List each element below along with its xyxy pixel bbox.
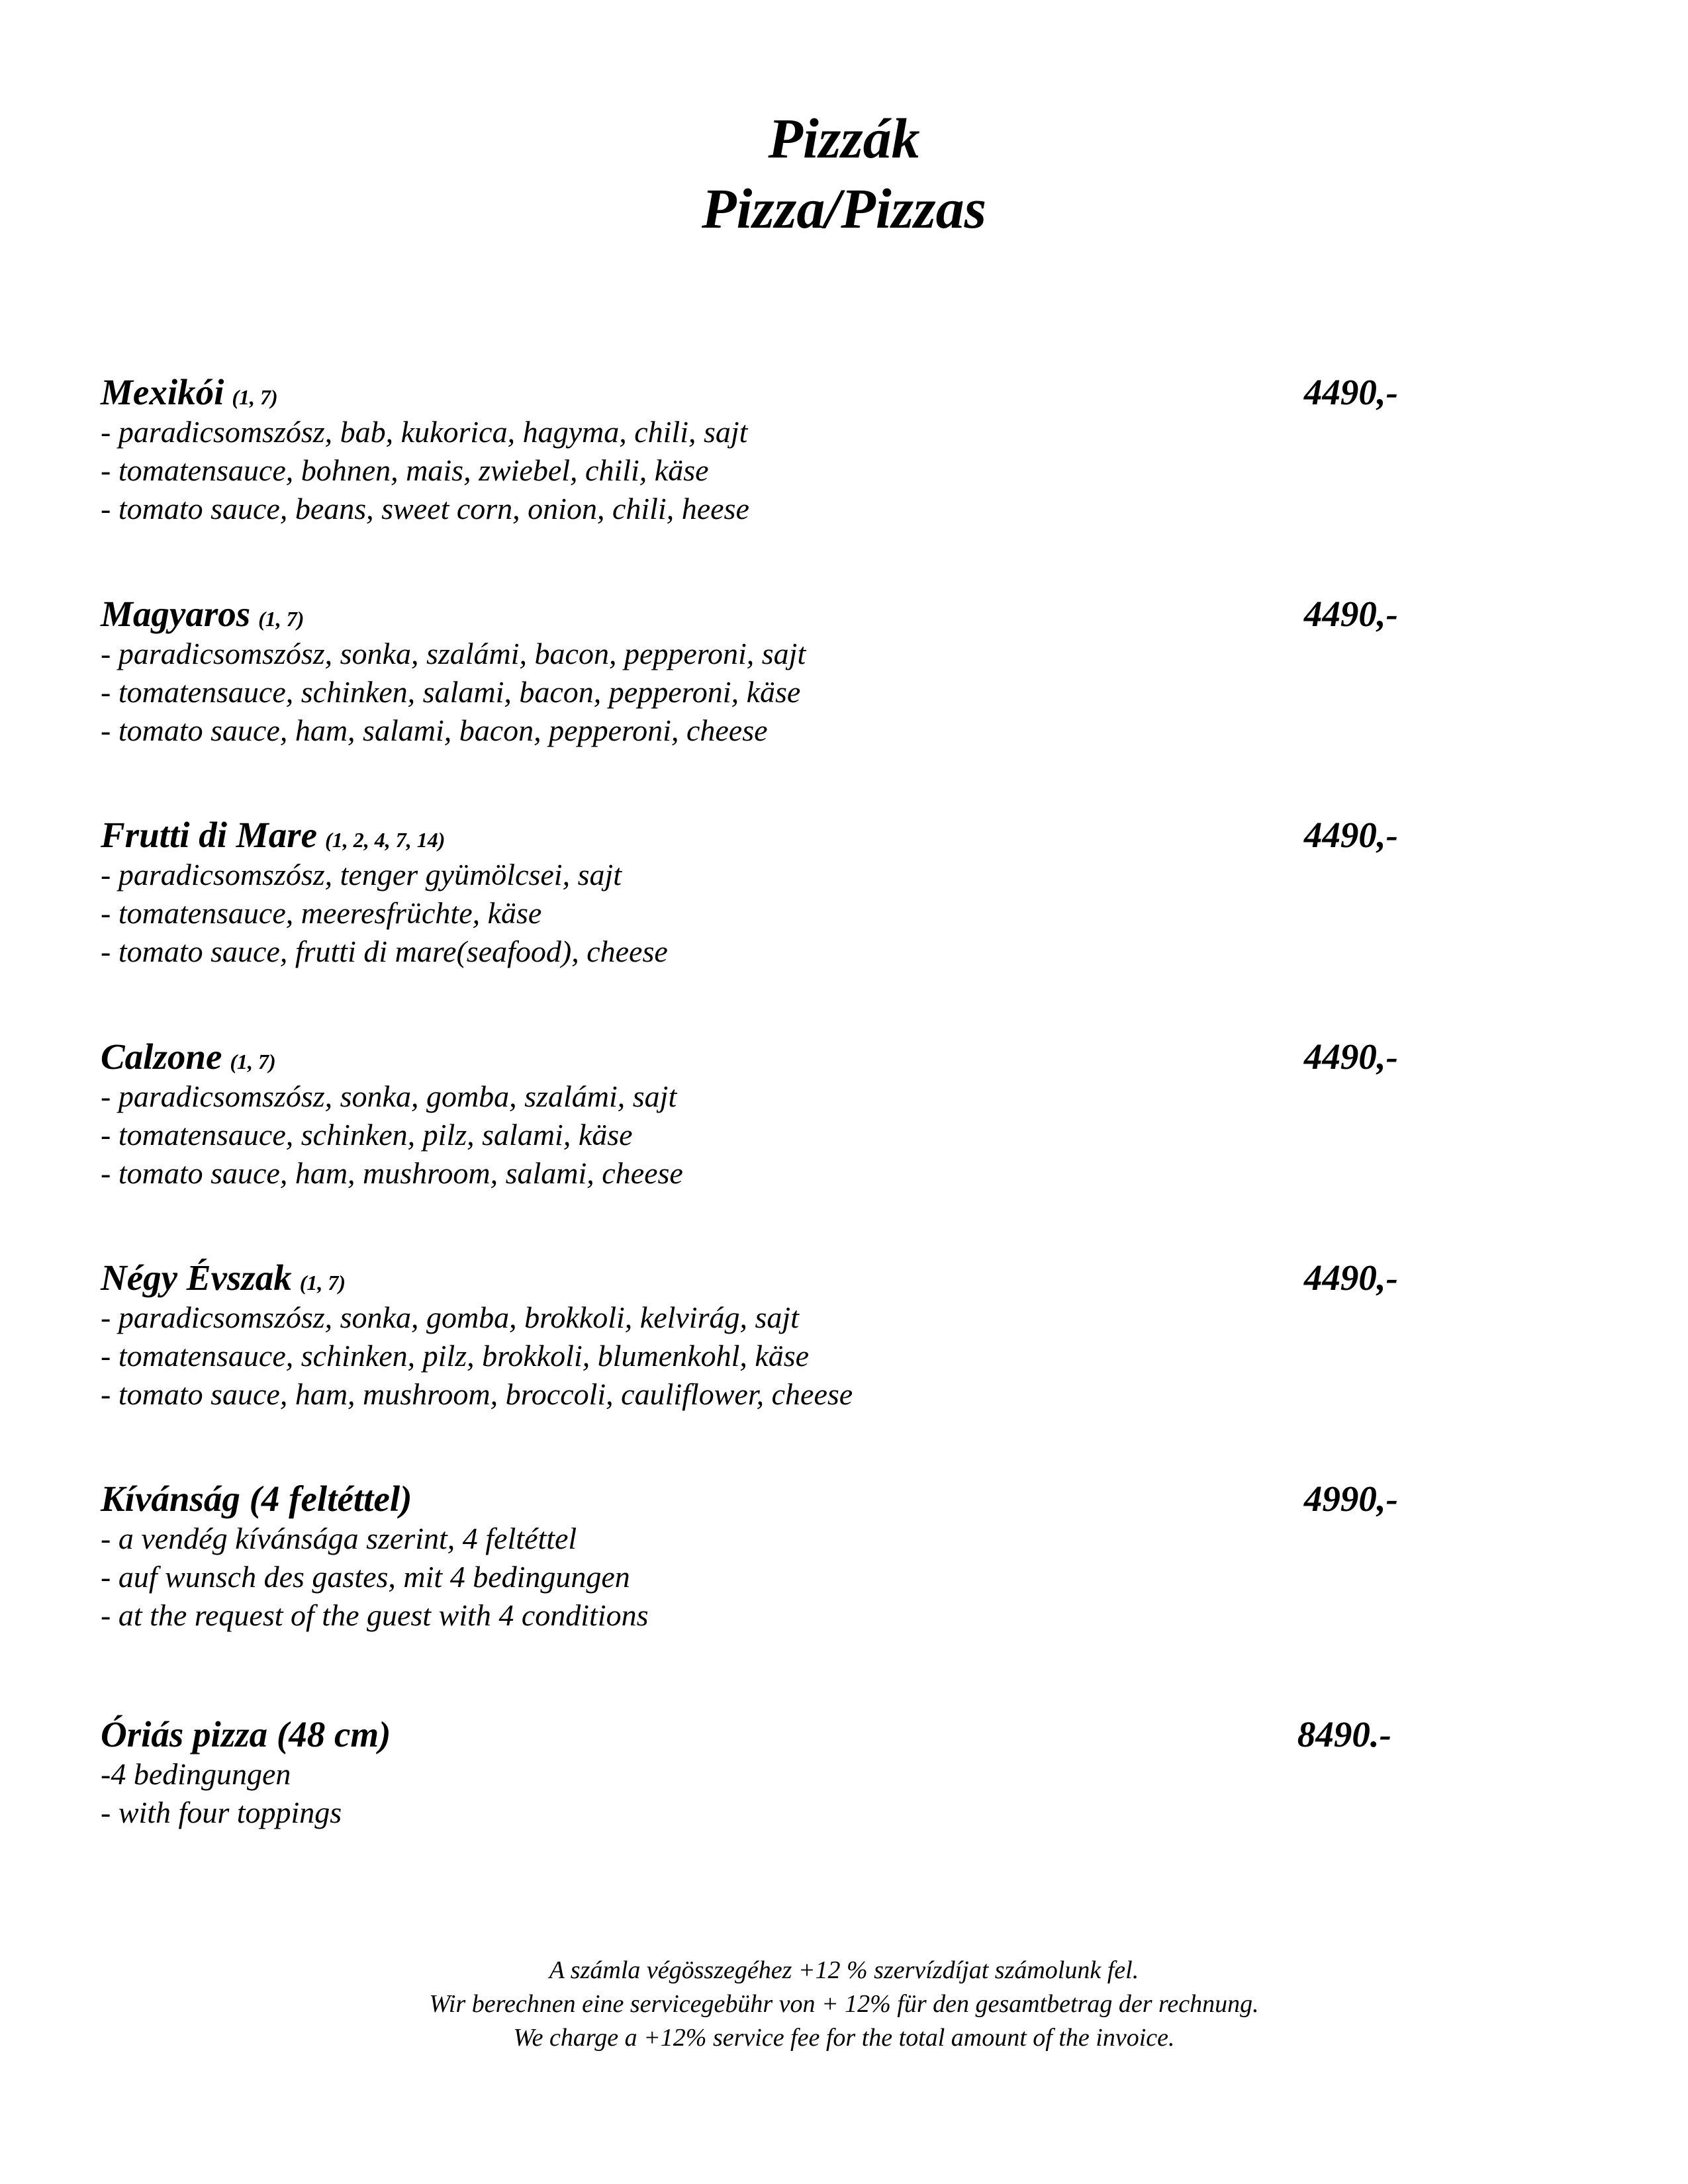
service-fee-note-de: Wir berechnen eine servicegebühr von + 12% für den gesamtbetrag der rechnung. (429, 1990, 1259, 2018)
page-title: Pizzák (768, 107, 920, 170)
item-name: Calzone (101, 1036, 222, 1077)
service-fee-note (0, 1954, 1688, 2055)
item-price: 4990,- (1303, 1479, 1398, 1519)
item-desc-de: - tomatensauce, bohnen, mais, zwiebel, chili, käse (101, 453, 709, 487)
item-desc-en: - at the request of the guest with 4 conditions (101, 1598, 649, 1632)
item-allergens: (1, 7) (230, 1050, 276, 1073)
item-allergens: (1, 7) (258, 607, 305, 631)
item-price: 4490,- (1303, 1257, 1398, 1298)
menu-item-magyaros (101, 594, 1398, 750)
item-desc-de: - tomatensauce, meeresfrüchte, käse (101, 896, 542, 930)
menu-item-orias-pizza (101, 1714, 1391, 1832)
item-desc-de: - auf wunsch des gastes, mit 4 bedingungen (101, 1560, 630, 1594)
item-desc-de: - tomatensauce, schinken, pilz, salami, käse (101, 1118, 633, 1152)
item-allergens: (1, 7) (299, 1271, 346, 1295)
item-header (101, 1714, 1391, 1755)
item-desc-en: - tomato sauce, ham, mushroom, broccoli, cauliflower, cheese (101, 1377, 853, 1411)
item-allergens: (1, 2, 4, 7, 14) (325, 828, 445, 852)
item-desc-de: -4 bedingungen (101, 1757, 291, 1791)
item-name: Kívánság (4 feltéttel) (101, 1479, 412, 1519)
menu-item-negy-evszak (101, 1257, 1398, 1414)
item-desc-hu: - paradicsomszósz, sonka, gomba, brokkoli, kelvirág, sajt (101, 1300, 799, 1334)
item-desc-de: - tomatensauce, schinken, pilz, brokkoli, blumenkohl, käse (101, 1339, 810, 1373)
item-name: Óriás pizza (48 cm) (101, 1714, 391, 1754)
item-desc-hu: - a vendég kívánsága szerint, 4 feltéttel (101, 1522, 577, 1555)
item-price: 4490,- (1303, 594, 1398, 634)
item-header (101, 1257, 1398, 1298)
item-name: Mexikói (101, 372, 224, 412)
item-desc-en: - tomato sauce, ham, mushroom, salami, cheese (101, 1156, 683, 1190)
item-name: Frutti di Mare (101, 815, 318, 855)
item-desc-hu: - paradicsomszósz, tenger gyümölcsei, sajt (101, 858, 622, 891)
item-desc-en: - with four toppings (101, 1796, 342, 1829)
item-desc-de: - tomatensauce, schinken, salami, bacon, pepperoni, käse (101, 675, 801, 709)
menu-item-mexikoi (101, 372, 1398, 528)
item-desc-en: - tomato sauce, ham, salami, bacon, pepperoni, cheese (101, 713, 768, 747)
item-header (101, 1479, 1398, 1520)
item-desc-hu: - paradicsomszósz, sonka, szalámi, bacon, pepperoni, sajt (101, 637, 806, 670)
item-price: 4490,- (1303, 1036, 1398, 1077)
item-header (101, 594, 1398, 635)
menu-item-calzone (101, 1036, 1398, 1193)
item-price: 8490.- (1297, 1714, 1391, 1754)
item-desc-en: - tomato sauce, frutti di mare(seafood), cheese (101, 934, 668, 968)
menu-item-frutti-di-mare (101, 815, 1398, 971)
page-subtitle: Pizza/Pizzas (701, 177, 987, 240)
item-name: Négy Évszak (101, 1257, 292, 1298)
service-fee-note-en: We charge a +12% service fee for the total amount of the invoice. (513, 2024, 1175, 2052)
menu-item-kivansag (101, 1479, 1398, 1635)
item-header (101, 372, 1398, 413)
service-fee-note-hu: A számla végösszegéhez +12 % szervízdíjat számolunk fel. (549, 1956, 1139, 1984)
item-price: 4490,- (1303, 372, 1398, 412)
item-price: 4490,- (1303, 815, 1398, 855)
item-desc-hu: - paradicsomszósz, sonka, gomba, szalámi, sajt (101, 1079, 677, 1113)
item-desc-en: - tomato sauce, beans, sweet corn, onion, chili, heese (101, 492, 749, 525)
item-allergens: (1, 7) (232, 385, 278, 409)
item-header (101, 1036, 1398, 1077)
item-desc-hu: - paradicsomszósz, bab, kukorica, hagyma, chili, sajt (101, 415, 748, 449)
item-name: Magyaros (101, 594, 251, 634)
item-header (101, 815, 1398, 856)
